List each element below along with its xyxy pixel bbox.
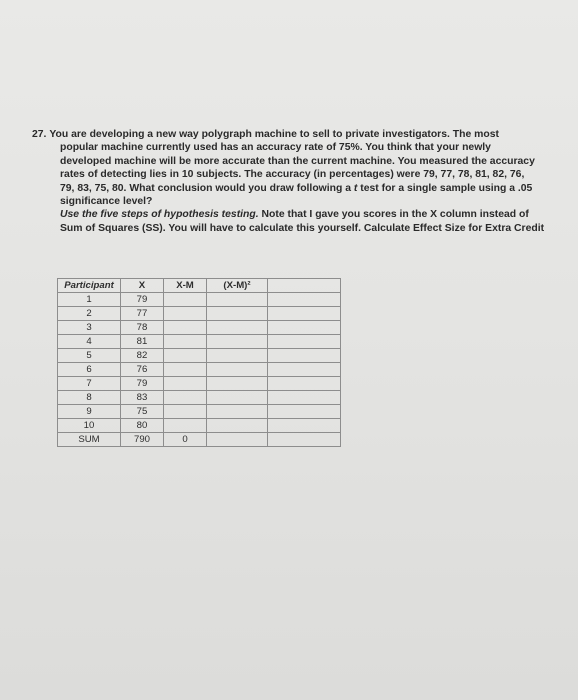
- table-cell: [268, 433, 341, 447]
- table-cell: [164, 321, 207, 335]
- table-cell: [268, 349, 341, 363]
- table-body: [58, 293, 341, 447]
- table-cell: 80: [121, 419, 164, 433]
- table-cell: 79: [121, 293, 164, 307]
- table-cell: 76: [121, 363, 164, 377]
- table-cell: 10: [58, 419, 121, 433]
- table-cell: 79: [121, 377, 164, 391]
- question-text-5a: 79, 83, 75, 80. What conclusion would you draw following a: [60, 182, 354, 194]
- table-cell: [207, 293, 268, 307]
- table-row: [58, 293, 341, 307]
- table-row: [58, 405, 341, 419]
- table-row: [58, 391, 341, 405]
- question-line-6: significance level?: [60, 196, 153, 208]
- table-cell: [207, 349, 268, 363]
- table-cell: [268, 363, 341, 377]
- table-cell: [268, 419, 341, 433]
- table-cell: 6: [58, 363, 121, 377]
- table-cell: [207, 321, 268, 335]
- table-cell: [207, 405, 268, 419]
- table-cell: [164, 363, 207, 377]
- question-text-5b: test for a single sample using a .05: [357, 182, 533, 194]
- table-cell: 81: [121, 335, 164, 349]
- table-cell: 82: [121, 349, 164, 363]
- table-cell: [164, 377, 207, 391]
- table-cell: [268, 293, 341, 307]
- table-cell: [268, 321, 341, 335]
- table-cell: [164, 405, 207, 419]
- question-text-7b: Note that I gave you scores in the X column instead of: [258, 209, 529, 221]
- question-line-4: rates of detecting lies in 10 subjects. The accuracy (in percentages) were 79, 77, 78, 81, 82, 76,: [60, 169, 525, 181]
- table-cell: [207, 391, 268, 405]
- table-cell: [164, 391, 207, 405]
- table-cell: 1: [58, 293, 121, 307]
- table-cell: 790: [121, 433, 164, 447]
- header-participant: Participant: [58, 279, 121, 293]
- table-cell: 75: [121, 405, 164, 419]
- table-cell: 3: [58, 321, 121, 335]
- table-cell: 83: [121, 391, 164, 405]
- table-row: [58, 321, 341, 335]
- question-line-8: [32, 222, 552, 235]
- table-cell: [268, 307, 341, 321]
- table-cell: [207, 363, 268, 377]
- table-cell: [164, 307, 207, 321]
- table-cell: [164, 349, 207, 363]
- question-instruction: Use the five steps of hypothesis testing.: [60, 209, 259, 221]
- table-cell: 0: [164, 433, 207, 447]
- table-cell: [207, 307, 268, 321]
- table-row: [58, 419, 341, 433]
- question-text-5t: t: [353, 182, 358, 194]
- table-cell: 7: [58, 377, 121, 391]
- table-cell: 2: [58, 307, 121, 321]
- table-cell: [164, 335, 207, 349]
- table-row: [58, 363, 341, 377]
- table-cell: SUM: [58, 433, 121, 447]
- header-blank: [268, 279, 341, 293]
- question-line-1: [32, 128, 552, 141]
- table-row: [58, 377, 341, 391]
- table-cell: 9: [58, 405, 121, 419]
- table-cell: [164, 419, 207, 433]
- table-cell: [268, 335, 341, 349]
- question-line-2: popular machine currently used has an accuracy rate of 75%. You think that your newly: [60, 142, 491, 154]
- table-cell: 78: [121, 321, 164, 335]
- table-row: [58, 433, 341, 447]
- question-27: [32, 128, 552, 235]
- question-line-7: [32, 208, 552, 221]
- header-x-minus-m: X-M: [164, 279, 207, 293]
- question-text-8a: Sum of Squares (SS). You will have to calculate this yourself.: [60, 222, 364, 234]
- table-header-row: [58, 279, 341, 293]
- extra-credit-note: Calculate Effect Size for Extra Credit: [363, 222, 545, 234]
- table-row: [58, 307, 341, 321]
- table-cell: [268, 405, 341, 419]
- table-row: [58, 349, 341, 363]
- question-line-5: [32, 182, 552, 195]
- question-number: 27.: [32, 129, 47, 140]
- table-cell: 8: [58, 391, 121, 405]
- table-cell: [207, 335, 268, 349]
- scores-table: [57, 278, 341, 447]
- table-cell: 4: [58, 335, 121, 349]
- table-row: [58, 335, 341, 349]
- table-cell: [268, 377, 341, 391]
- table-cell: [207, 377, 268, 391]
- header-x: X: [121, 279, 164, 293]
- table-cell: 77: [121, 307, 164, 321]
- question-text-1: You are developing a new way polygraph machine to sell to private investigators. The most: [49, 129, 499, 140]
- table-cell: [268, 391, 341, 405]
- table-cell: [207, 419, 268, 433]
- table-cell: [207, 433, 268, 447]
- question-line-3: developed machine will be more accurate than the current machine. You measured the accuracy: [60, 155, 535, 167]
- table-cell: [164, 293, 207, 307]
- table-cell: 5: [58, 349, 121, 363]
- header-x-minus-m-squared: (X-M)²: [207, 279, 268, 293]
